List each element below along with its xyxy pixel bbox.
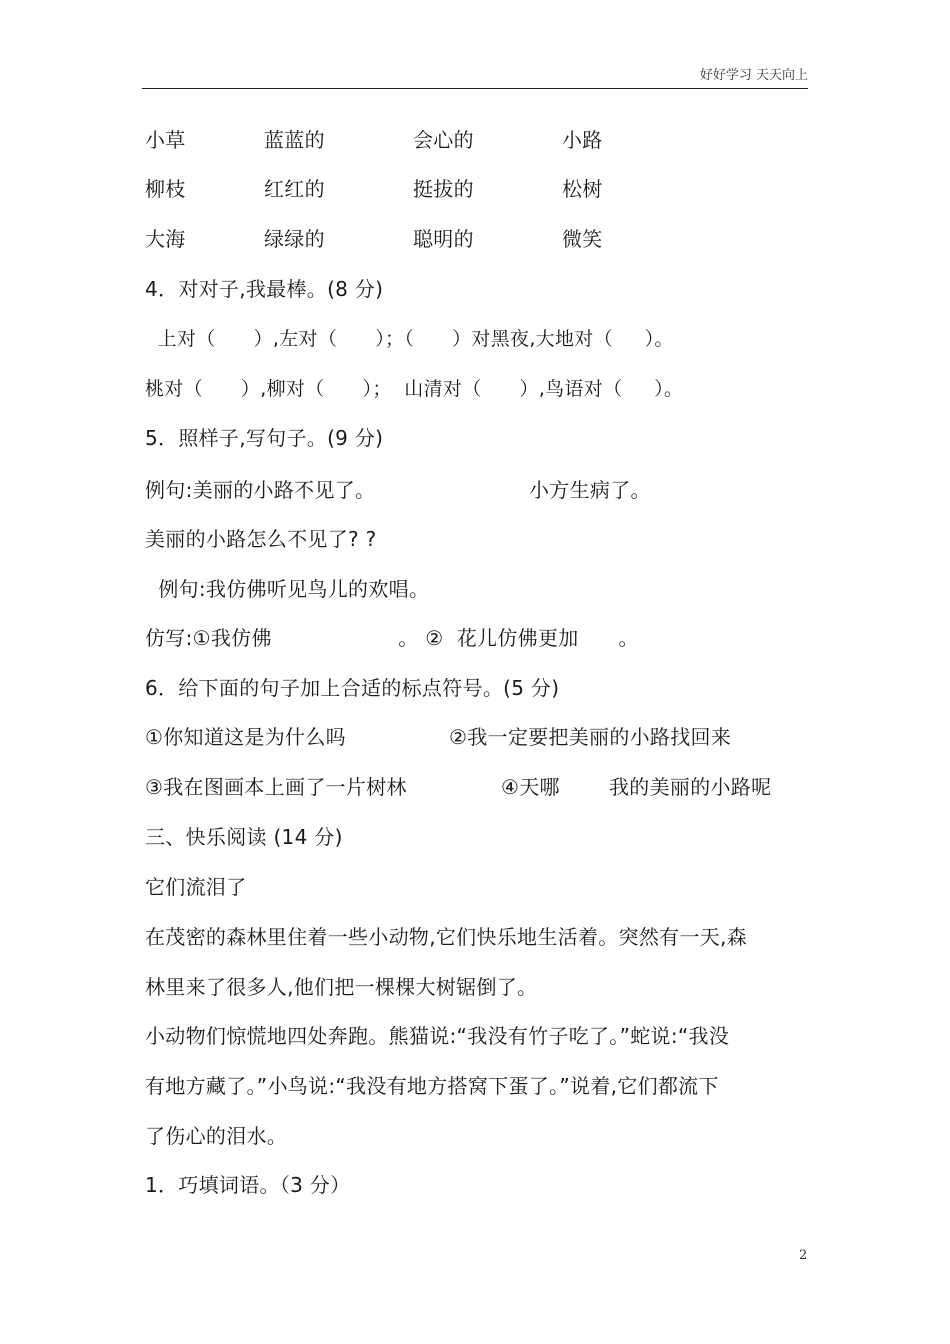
q5-example-1-answer: 美丽的小路怎么不见了? ? [145,527,377,551]
word-cell: 小草 [145,128,186,152]
header-motto: 好好学习 天天向上 [699,68,808,83]
story-paragraph-1-line-2: 林里来了很多人,他们把一棵棵大树锯倒了。 [145,975,538,999]
word-row-3 [145,226,765,252]
word-cell: 红红的 [264,177,325,201]
q4-line-1: 上对（ ）,左对（ ）；（ ）对黑夜,大地对（ ）。 [145,328,674,350]
word-row-1 [145,127,765,153]
story-paragraph-1-line-1: 在茂密的森林里住着一些小动物,它们快乐地生活着。突然有一天,森 [145,925,748,949]
q4-line-2: 桃对（ ）,柳对（ ）； 山清对（ ）,鸟语对（ ）。 [145,378,684,400]
story-paragraph-2-line-3: 了伤心的泪水。 [145,1124,288,1148]
word-cell: 绿绿的 [264,227,325,251]
word-cell: 小路 [562,128,603,152]
word-row-2 [145,176,765,202]
word-cell: 会心的 [413,128,474,152]
q5-example-1-right: 小方生病了。 [529,478,651,502]
word-cell: 大海 [145,227,186,251]
q6-item-4b: 我的美丽的小路呢 [609,775,772,799]
q5-example-2: 例句:我仿佛听见鸟儿的欢唱。 [145,577,430,601]
q6-item-2: ②我一定要把美丽的小路找回来 [449,725,732,749]
section-3-title: 三、快乐阅读 (14 分) [145,825,343,849]
page-number: 2 [799,1248,808,1263]
q5-example-1-left: 例句:美丽的小路不见了。 [145,478,376,502]
q5-title: 5．照样子,写句子。(9 分) [145,426,384,450]
story-paragraph-2-line-2: 有地方藏了。”小鸟说:“我没有地方搭窝下蛋了。”说着,它们都流下 [145,1074,719,1098]
q6-item-3: ③我在图画本上画了一片树林 [145,775,407,799]
q4-title: 4．对对子,我最棒。(8 分) [145,277,384,301]
word-cell: 聪明的 [413,227,474,251]
word-cell: 松树 [562,177,603,201]
word-cell: 挺拔的 [413,177,474,201]
q6-item-1: ①你知道这是为什么吗 [145,725,346,749]
q6-row-1 [145,724,785,750]
q6-row-2 [145,774,805,800]
story-paragraph-2-line-1: 小动物们惊慌地四处奔跑。熊猫说:“我没有竹子吃了。”蛇说:“我没 [145,1024,730,1048]
q5-example-1 [145,477,765,503]
word-cell: 柳枝 [145,177,186,201]
q5-imitate: 仿写:①我仿佛 。 ② 花儿仿佛更加 。 [145,626,639,650]
q6-item-4: ④天哪 [501,775,560,799]
section-3-q1-title: 1．巧填词语。（3 分） [145,1173,351,1197]
story-title: 它们流泪了 [145,875,247,899]
q6-title: 6．给下面的句子加上合适的标点符号。(5 分) [145,676,560,700]
word-cell: 微笑 [562,227,603,251]
page-header [142,62,808,89]
word-cell: 蓝蓝的 [264,128,325,152]
